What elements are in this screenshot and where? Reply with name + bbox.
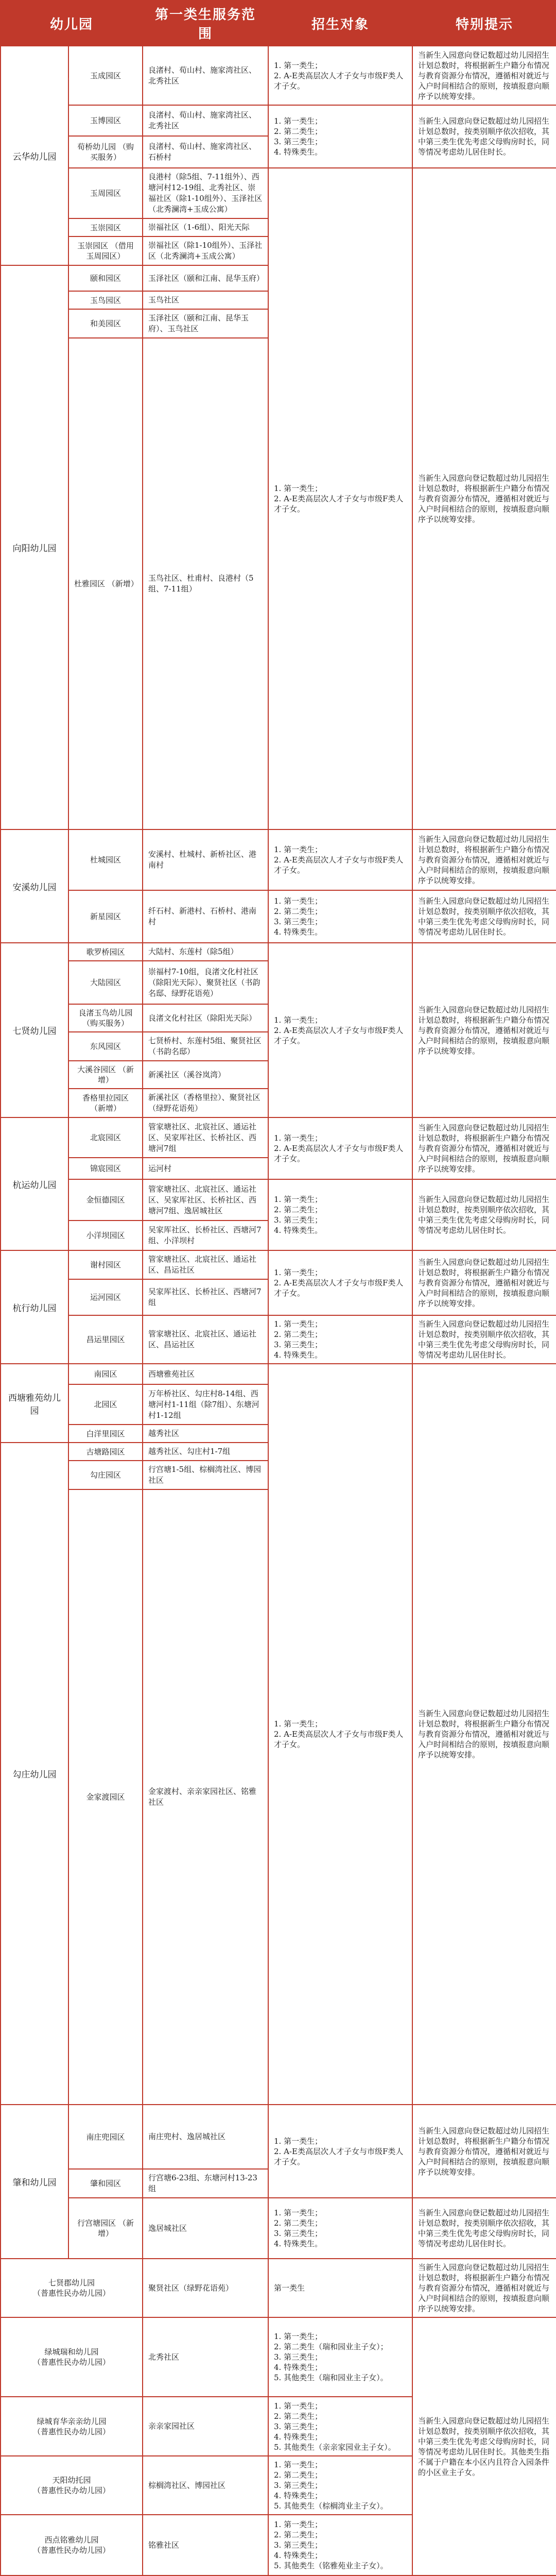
table-row (1, 1250, 556, 1279)
special-note: 当新生入园意向登记数超过幼儿园招生计划总数时，按类别顺序依次招收，其中第三类生优先考虑父母购房时长，同等情况考虑幼儿居住时长。 (412, 1315, 556, 1364)
service-scope: 新溪社区（溪谷岚湾） (143, 1061, 268, 1089)
special-note: 当新生入园意向登记数超过幼儿园招生计划总数时，将根据新生户籍分布情况与教育资源分布情况，遵循相对就近与入户时间相结合的原则，按填报意向顺序予以统筹安排。 (412, 943, 556, 1117)
service-scope: 铭雅社区 (143, 2515, 268, 2575)
service-scope: 崇福村7-10组，良渚文化村社区（除阳光天际）、聚贤社区（书韵名邸、绿野花语苑） (143, 961, 268, 1004)
service-scope: 崇福社区（1-6组）、阳光天际 (143, 218, 268, 236)
service-scope: 金家渡村、亲亲家园社区、铭雅社区 (143, 1489, 268, 2105)
special-note: 当新生入园意向登记数超过幼儿园招生计划总数时，按类别顺序依次招收，其中第三类生优先考虑父母购房时长，同等情况考虑幼儿居住时长。 (412, 890, 556, 943)
campus-name: 小洋坝园区 (68, 1221, 143, 1250)
special-note: 当新生入园意向登记数超过幼儿园招生计划总数时，按类别顺序依次招收，其中第三类生优先考虑父母购房时长，同等情况考虑幼儿居住时长。 (412, 105, 556, 168)
service-scope: 七贤桥村、东莲村5组、聚贤社区（书韵名邸） (143, 1032, 268, 1061)
service-scope: 吴家厍社区、长桥社区、西塘河7组 (143, 1279, 268, 1315)
header-special-note: 特别提示 (412, 1, 556, 46)
special-note: 当新生入园意向登记数超过幼儿园招生计划总数时，将根据新生户籍分布情况与教育资源分布情况，遵循相对就近与入户时间相结合的原则，按填报意向顺序予以统筹安排。 (412, 829, 556, 890)
enrollment-target: 1. 第一类生； 2. A-E类高层次人才子女与市级F类人才子女。 (268, 1364, 412, 2105)
table-header-row (1, 1, 556, 46)
table-row (1, 2105, 556, 2169)
service-scope: 管家塘社区、北宸社区、通运社区、吴家厍社区、长桥社区、西塘河7组 (143, 1117, 268, 1158)
special-note: 当新生入园意向登记数超过幼儿园招生计划总数时，将根据新生户籍分布情况与教育资源分布情况，遵循相对就近与入户时间相结合的原则，按填报意向顺序予以统筹安排。 (412, 46, 556, 105)
service-scope: 良渚村、荀山村、施家湾社区、北秀社区 (143, 46, 268, 105)
special-note: 当新生入园意向登记数超过幼儿园招生计划总数时，按类别顺序依次招收，其中第三类生优先考虑父母购房时长，同等情况考虑幼儿居住时长。其他类生指不属于户籍在本小区内且符合入园条件的小区业主子女。 (412, 2317, 556, 2575)
enrollment-target: 1. 第一类生； 2. 第二类生； 3. 第三类生； 4. 特殊类生。 (268, 105, 412, 168)
enrollment-target: 1. 第一类生； 2. A-E类高层次人才子女与市级F类人才子女。 (268, 829, 412, 890)
enrollment-target: 1. 第一类生； 2. A-E类高层次人才子女与市级F类人才子女。 (268, 46, 412, 105)
service-scope: 玉泽社区（颐和江南、昆华玉府）、玉鸟社区 (143, 309, 268, 338)
service-scope: 逸居城社区 (143, 2198, 268, 2259)
special-note: 当新生入园意向登记数超过幼儿园招生计划总数时，将根据新生户籍分布情况与教育资源分布情况，遵循相对就近与入户时间相结合的原则，按填报意向顺序予以统筹安排。 (412, 2259, 556, 2317)
campus-name: 杜雅园区 （新增） (68, 338, 143, 829)
special-note: 当新生入园意向登记数超过幼儿园招生计划总数时，将根据新生户籍分布情况与教育资源分布情况，遵循相对就近与入户时间相结合的原则，按填报意向顺序予以统筹安排。 (412, 1364, 556, 2105)
service-scope: 越秀社区 (143, 1425, 268, 1443)
campus-name: 大陆园区 (68, 961, 143, 1004)
enrollment-target: 1. 第一类生； 2. A-E类高层次人才子女与市级F类人才子女。 (268, 1117, 412, 1179)
service-scope: 纤石村、新港村、石桥村、港南村 (143, 890, 268, 943)
table-row (1, 890, 556, 943)
campus-name: 荀桥幼儿园 （购买服务） (68, 136, 143, 168)
service-scope: 吴家厍社区、长桥社区、西塘河7组、小洋坝村 (143, 1221, 268, 1250)
table-row (1, 46, 556, 105)
service-scope: 万年桥社区、勾庄村8-14组、西塘河村1-11组（除7组）、东塘河村1-12组 (143, 1384, 268, 1425)
service-scope: 北秀社区 (143, 2317, 268, 2397)
kindergarten-name: 绿城瑞和幼儿园 （普惠性民办幼儿园） (1, 2317, 143, 2397)
service-scope: 玉鸟社区 (143, 291, 268, 309)
service-scope: 亲亲家园社区 (143, 2397, 268, 2456)
campus-name: 运河园区 (68, 1279, 143, 1315)
header-kindergarten: 幼儿园 (1, 1, 143, 46)
service-scope: 玉泽社区（颐和江南、昆华玉府） (143, 265, 268, 291)
service-scope: 良港村（除5组、7-11组外）、西塘河村12-19组、北秀社区、崇福社区（除1-10组外）、玉泽社区（北秀澜湾+玉成公寓） (143, 168, 268, 218)
table-row (1, 2259, 556, 2317)
campus-name: 玉周园区 (68, 168, 143, 218)
kindergarten-name: 勾庄幼儿园 (1, 1443, 68, 2105)
service-scope: 聚贤社区（绿野花语苑） (143, 2259, 268, 2317)
table-row (1, 1315, 556, 1364)
special-note: 当新生入园意向登记数超过幼儿园招生计划总数时，将根据新生户籍分布情况与教育资源分布情况，遵循相对就近与入户时间相结合的原则，按填报意向顺序予以统筹安排。 (412, 168, 556, 829)
kindergarten-name: 安溪幼儿园 (1, 829, 68, 943)
enrollment-target: 1. 第一类生； 2. 第二类生； 3. 第三类生； 4. 特殊类生； 5. 其他类生（亲亲家园业主子女）。 (268, 2397, 412, 2456)
enrollment-target: 1. 第一类生； 2. 第二类生； 3. 第三类生； 4. 特殊类生。 (268, 890, 412, 943)
campus-name: 良渚玉鸟幼儿园 （购买服务） (68, 1004, 143, 1032)
campus-name: 新星园区 (68, 890, 143, 943)
campus-name: 南庄兜园区 (68, 2105, 143, 2169)
kindergarten-name: 肇和幼儿园 (1, 2105, 68, 2259)
service-scope: 管家塘社区、北宸社区、通运社区、吴家厍社区、长桥社区、西塘河7组、逸居城社区 (143, 1179, 268, 1221)
campus-name: 东风园区 (68, 1032, 143, 1061)
table-row (1, 829, 556, 890)
table-row (1, 2317, 556, 2397)
campus-name: 玉崇园区 (68, 218, 143, 236)
campus-name: 玉博园区 (68, 105, 143, 136)
special-note: 当新生入园意向登记数超过幼儿园招生计划总数时，将根据新生户籍分布情况与教育资源分布情况，遵循相对就近与入户时间相结合的原则，按填报意向顺序予以统筹安排。 (412, 1117, 556, 1179)
campus-name: 颐和园区 (68, 265, 143, 291)
campus-name: 锦宸园区 (68, 1158, 143, 1179)
kindergarten-name: 杭行幼儿园 (1, 1250, 68, 1364)
service-scope: 大陆村、东莲村（除5组） (143, 943, 268, 961)
campus-name: 南园区 (68, 1364, 143, 1384)
enrollment-target: 1. 第一类生； 2. A-E类高层次人才子女与市级F类人才子女。 (268, 943, 412, 1117)
service-scope: 新溪社区（香格里拉）、聚贤社区（绿野花语苑） (143, 1089, 268, 1117)
service-scope: 西塘雅苑社区 (143, 1364, 268, 1384)
campus-name: 玉成园区 (68, 46, 143, 105)
campus-name: 肇和园区 (68, 2169, 143, 2198)
enrollment-target: 1. 第一类生； 2. 第二类生； 3. 第三类生； 4. 特殊类生； 5. 其他类生（棕榈湾业主子女）。 (268, 2456, 412, 2515)
campus-name: 杜城园区 (68, 829, 143, 890)
kindergarten-name: 杭运幼儿园 (1, 1117, 68, 1250)
campus-name: 大溪谷园区 （新增） (68, 1061, 143, 1089)
enrollment-target: 第一类生 (268, 2259, 412, 2317)
service-scope: 管家塘社区、北宸社区、通运社区、昌运社区 (143, 1315, 268, 1364)
kindergarten-name: 七贤郡幼儿园 （普惠性民办幼儿园） (1, 2259, 143, 2317)
campus-name: 白洋里园区 (68, 1425, 143, 1443)
campus-name: 行宫塘园区 （新增） (68, 2198, 143, 2259)
header-enrollment-target: 招生对象 (268, 1, 412, 46)
enrollment-target: 1. 第一类生； 2. A-E类高层次人才子女与市级F类人才子女。 (268, 2105, 412, 2198)
service-scope: 良渚文化村社区（除阳光天际） (143, 1004, 268, 1032)
service-scope: 玉鸟社区、杜甫村、良港村（5组、7-11组） (143, 338, 268, 829)
table-row (1, 1117, 556, 1158)
service-scope: 安溪村、杜城村、新桥社区、港南村 (143, 829, 268, 890)
enrollment-target: 1. 第一类生； 2. 第二类生（瑞和园业主子女）； 3. 第三类生； 4. 特殊类生； 5. 其他类生（瑞和园业主子女）。 (268, 2317, 412, 2397)
service-scope: 运河村 (143, 1158, 268, 1179)
campus-name: 勾庄园区 (68, 1461, 143, 1489)
enrollment-target: 1. 第一类生； 2. A-E类高层次人才子女与市级F类人才子女。 (268, 1250, 412, 1315)
table-row (1, 1364, 556, 1384)
campus-name: 歌罗桥园区 (68, 943, 143, 961)
kindergarten-name: 云华幼儿园 (1, 46, 68, 265)
campus-name: 金家渡园区 (68, 1489, 143, 2105)
service-scope: 行宫塘1-5组、棕榈湾社区、博园社区 (143, 1461, 268, 1489)
campus-name: 和美园区 (68, 309, 143, 338)
kindergarten-name: 七贤幼儿园 (1, 943, 68, 1117)
table-row (1, 2198, 556, 2259)
campus-name: 金恒德园区 (68, 1179, 143, 1221)
service-scope: 崇福社区（除1-10组外）、玉泽社区（北秀澜湾+玉成公寓） (143, 236, 268, 265)
table-row (1, 1179, 556, 1221)
kindergarten-name: 西点铭雅幼儿园 （普惠性民办幼儿园） (1, 2515, 143, 2575)
table-row (1, 105, 556, 136)
service-scope: 良渚村、荀山村、施家湾社区、石桥村 (143, 136, 268, 168)
campus-name: 古塘路园区 (68, 1443, 143, 1461)
enrollment-target: 1. 第一类生； 2. 第二类生； 3. 第三类生； 4. 特殊类生； 5. 其他类生（铭雅苑业主子女）。 (268, 2515, 412, 2575)
campus-name: 谢村园区 (68, 1250, 143, 1279)
kindergarten-name: 西塘雅苑幼儿园 (1, 1364, 68, 1443)
enrollment-target: 1. 第一类生； 2. 第二类生； 3. 第三类生； 4. 特殊类生。 (268, 2198, 412, 2259)
special-note: 当新生入园意向登记数超过幼儿园招生计划总数时，按类别顺序依次招收，其中第三类生优先考虑父母购房时长，同等情况考虑幼儿居住时长。 (412, 2198, 556, 2259)
kindergarten-name: 绿城育华亲亲幼儿园 （普惠性民办幼儿园） (1, 2397, 143, 2456)
campus-name: 北园区 (68, 1384, 143, 1425)
service-scope: 行宫塘6-23组、东塘河村13-23组 (143, 2169, 268, 2198)
special-note: 当新生入园意向登记数超过幼儿园招生计划总数时，按类别顺序依次招收，其中第三类生优先考虑父母购房时长，同等情况考虑幼儿居住时长。 (412, 1179, 556, 1250)
campus-name: 北宸园区 (68, 1117, 143, 1158)
service-scope: 南庄兜村、逸居城社区 (143, 2105, 268, 2169)
service-scope: 良渚村、荀山村、施家湾社区、北秀社区 (143, 105, 268, 136)
campus-name: 玉崇园区 （借用玉周园区） (68, 236, 143, 265)
table-row (1, 943, 556, 961)
enrollment-target: 1. 第一类生； 2. 第二类生； 3. 第三类生； 4. 特殊类生。 (268, 1179, 412, 1250)
table-row (1, 168, 556, 218)
special-note: 当新生入园意向登记数超过幼儿园招生计划总数时，将根据新生户籍分布情况与教育资源分布情况，遵循相对就近与入户时间相结合的原则，按填报意向顺序予以统筹安排。 (412, 1250, 556, 1315)
kindergarten-name: 向阳幼儿园 (1, 265, 68, 829)
service-scope: 棕榈湾社区、博园社区 (143, 2456, 268, 2515)
kindergarten-name: 天阳幼托园 （普惠性民办幼儿园） (1, 2456, 143, 2515)
enrollment-target: 1. 第一类生； 2. 第二类生； 3. 第三类生； 4. 特殊类生。 (268, 1315, 412, 1364)
campus-name: 香格里拉园区 （新增） (68, 1089, 143, 1117)
enrollment-target: 1. 第一类生； 2. A-E类高层次人才子女与市级F类人才子女。 (268, 168, 412, 829)
campus-name: 昌运里园区 (68, 1315, 143, 1364)
special-note: 当新生入园意向登记数超过幼儿园招生计划总数时，将根据新生户籍分布情况与教育资源分布情况，遵循相对就近与入户时间相结合的原则，按填报意向顺序予以统筹安排。 (412, 2105, 556, 2198)
campus-name: 玉鸟园区 (68, 291, 143, 309)
header-service-scope: 第一类生服务范围 (143, 1, 268, 46)
service-scope: 越秀社区、勾庄村1-7组 (143, 1443, 268, 1461)
service-scope: 管家塘社区、北宸社区、通运社区、昌运社区 (143, 1250, 268, 1279)
